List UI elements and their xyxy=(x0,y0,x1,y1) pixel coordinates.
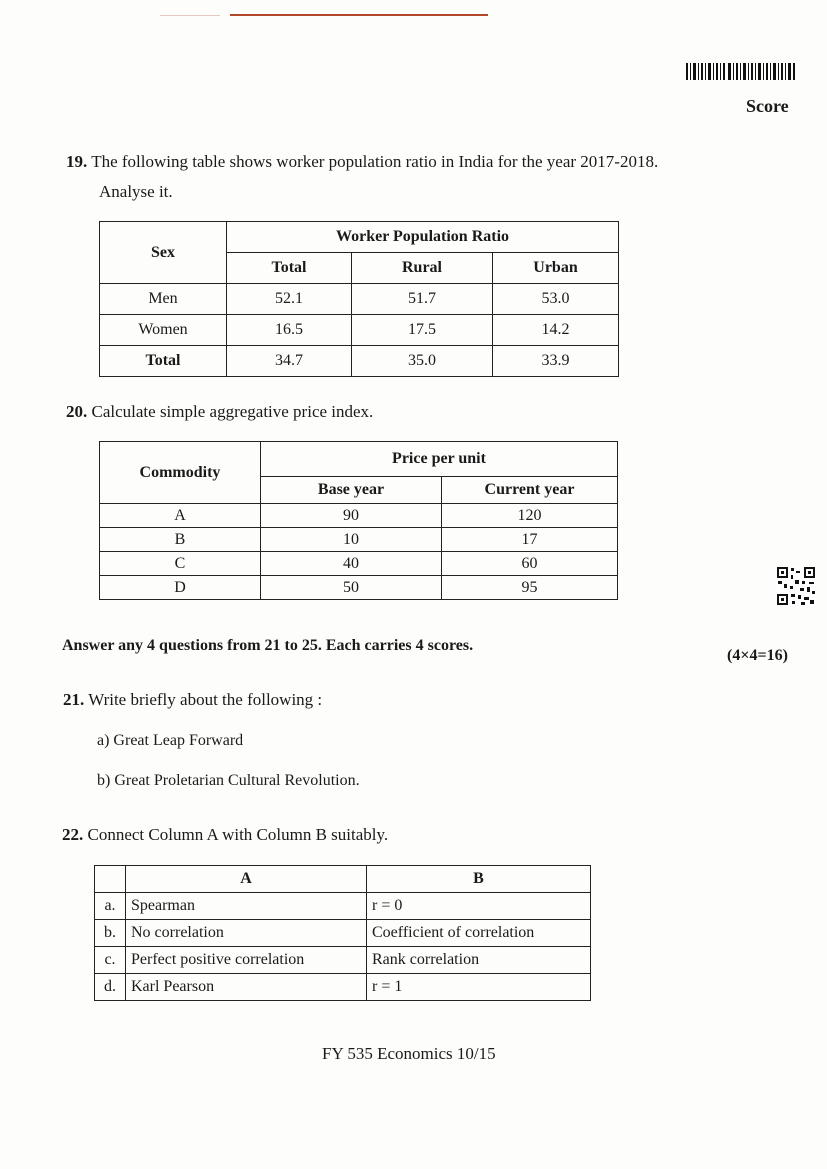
row-key: b. xyxy=(95,920,126,947)
header-total: Total xyxy=(227,253,352,284)
worker-population-table xyxy=(99,221,619,377)
q19-text-line2: Analyse it. xyxy=(99,182,173,201)
table-row xyxy=(95,947,591,974)
q21-number: 21. xyxy=(63,690,85,709)
header-urban: Urban xyxy=(493,253,619,284)
q21-part-a: a) Great Leap Forward xyxy=(97,732,244,749)
header-price-per-unit: Price per unit xyxy=(261,442,618,477)
cell-value: 33.9 xyxy=(493,346,619,377)
header-base-year: Base year xyxy=(261,477,442,504)
section-instruction: Answer any 4 questions from 21 to 25. Each carries 4 scores. xyxy=(62,637,474,654)
cell-value: 14.2 xyxy=(493,315,619,346)
cell-column-a: No correlation xyxy=(126,920,367,947)
cell-column-b: Coefficient of correlation xyxy=(367,920,591,947)
header-key-blank xyxy=(95,866,126,893)
table-row xyxy=(95,974,591,1001)
header-column-a: A xyxy=(126,866,367,893)
q19-text: The following table shows worker population ratio in India for the year 2017-2018. xyxy=(91,152,659,171)
table-row xyxy=(100,346,619,377)
cell-value: 50 xyxy=(261,576,442,600)
row-label: A xyxy=(100,504,261,528)
table-row xyxy=(100,504,618,528)
row-key: a. xyxy=(95,893,126,920)
cell-column-a: Perfect positive correlation xyxy=(126,947,367,974)
row-label: Total xyxy=(100,346,227,377)
row-label: Men xyxy=(100,284,227,315)
row-label: Women xyxy=(100,315,227,346)
header-column-b: B xyxy=(367,866,591,893)
cell-column-a: Spearman xyxy=(126,893,367,920)
row-label: D xyxy=(100,576,261,600)
row-label: B xyxy=(100,528,261,552)
top-faint-line xyxy=(160,15,220,16)
table-row xyxy=(100,528,618,552)
cell-value: 17.5 xyxy=(352,315,493,346)
q20-number: 20. xyxy=(66,402,88,421)
q19-number: 19. xyxy=(66,152,88,171)
cell-value: 17 xyxy=(442,528,618,552)
cell-value: 34.7 xyxy=(227,346,352,377)
table-row xyxy=(95,893,591,920)
cell-value: 53.0 xyxy=(493,284,619,315)
table-row xyxy=(100,552,618,576)
q21-line xyxy=(63,685,322,715)
section-marks: (4×4=16) xyxy=(727,647,788,664)
cell-value: 52.1 xyxy=(227,284,352,315)
cell-value: 60 xyxy=(442,552,618,576)
q22-text: Connect Column A with Column B suitably. xyxy=(87,825,389,844)
qr-code-icon xyxy=(776,566,816,606)
q21-part-b: b) Great Proletarian Cultural Revolution. xyxy=(97,772,360,789)
q21-text: Write briefly about the following : xyxy=(88,690,323,709)
row-key: c. xyxy=(95,947,126,974)
row-key: d. xyxy=(95,974,126,1001)
cell-column-b: r = 1 xyxy=(367,974,591,1001)
row-label: C xyxy=(100,552,261,576)
table-row xyxy=(100,284,619,315)
cell-value: 120 xyxy=(442,504,618,528)
cell-value: 51.7 xyxy=(352,284,493,315)
header-sex: Sex xyxy=(100,222,227,284)
cell-value: 35.0 xyxy=(352,346,493,377)
cell-value: 95 xyxy=(442,576,618,600)
header-worker-population-ratio: Worker Population Ratio xyxy=(227,222,619,253)
cell-column-a: Karl Pearson xyxy=(126,974,367,1001)
q19-line1 xyxy=(66,147,658,177)
header-commodity: Commodity xyxy=(100,442,261,504)
cell-value: 16.5 xyxy=(227,315,352,346)
table-row xyxy=(100,315,619,346)
q22-number: 22. xyxy=(62,825,84,844)
match-columns-table xyxy=(94,865,591,1001)
table-row xyxy=(100,576,618,600)
cell-column-b: r = 0 xyxy=(367,893,591,920)
top-red-line xyxy=(230,14,488,16)
cell-column-b: Rank correlation xyxy=(367,947,591,974)
q20-line xyxy=(66,397,373,427)
cell-value: 90 xyxy=(261,504,442,528)
header-current-year: Current year xyxy=(442,477,618,504)
barcode-icon xyxy=(686,63,796,80)
price-index-table xyxy=(99,441,618,600)
table-row xyxy=(95,920,591,947)
q20-text: Calculate simple aggregative price index. xyxy=(91,402,374,421)
cell-value: 40 xyxy=(261,552,442,576)
header-rural: Rural xyxy=(352,253,493,284)
cell-value: 10 xyxy=(261,528,442,552)
q22-line xyxy=(62,820,388,850)
score-label: Score xyxy=(746,96,789,116)
page-footer: FY 535 Economics 10/15 xyxy=(322,1044,496,1063)
